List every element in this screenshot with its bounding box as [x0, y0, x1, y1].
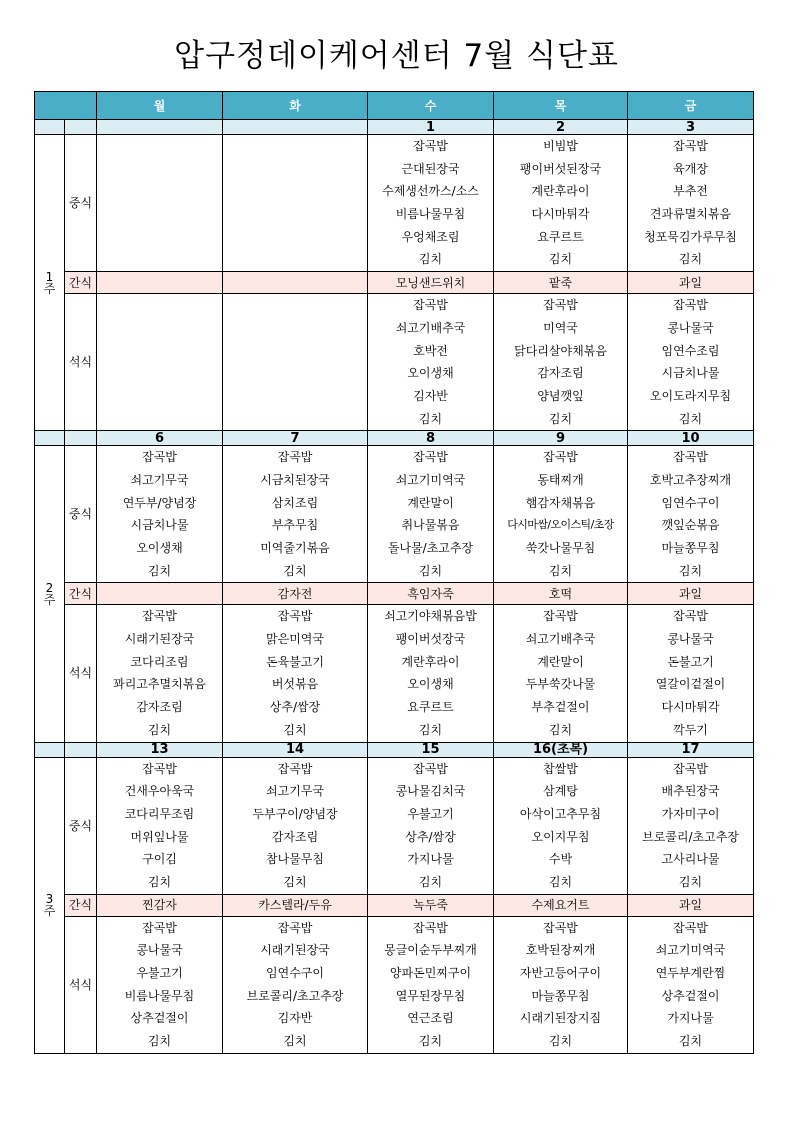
menu-item: 쇠고기미역국 — [395, 472, 466, 487]
week-label: 1 주 — [35, 135, 65, 431]
menu-item: 수박 — [548, 852, 573, 867]
meal-label-snack: 간식 — [65, 272, 97, 294]
date-cell: 17 — [628, 742, 754, 757]
date-cell: 15 — [368, 742, 494, 757]
menu-item: 요쿠르트 — [407, 700, 454, 715]
menu-item: 오이생채 — [407, 677, 454, 692]
lunch-row — [35, 135, 754, 272]
snack-row — [35, 272, 754, 294]
menu-item: 잡곡밥 — [413, 139, 448, 153]
dinner-cell — [628, 294, 754, 431]
date-row-spacer — [65, 431, 97, 446]
meal-label-snack: 간식 — [65, 894, 97, 916]
meal-label-lunch: 중식 — [65, 446, 97, 583]
menu-item: 코다리무조림 — [124, 806, 195, 821]
menu-item: 잡곡밥 — [543, 298, 578, 313]
date-cell: 16(초복) — [494, 742, 628, 757]
snack-cell — [97, 272, 223, 294]
menu-item: 깻잎순볶음 — [661, 518, 720, 533]
menu-item: 호박된장찌개 — [525, 943, 596, 958]
dinner-row — [35, 916, 754, 1053]
menu-item: 우불고기 — [136, 966, 183, 980]
lunch-cell — [494, 135, 628, 272]
lunch-cell — [223, 757, 368, 894]
menu-item: 콩나물김치국 — [395, 784, 466, 799]
menu-item: 다시마쌈/오이스틱/초장 — [507, 518, 614, 532]
menu-item: 김치 — [678, 1034, 703, 1049]
menu-item: 쇠고기무국 — [130, 472, 189, 487]
menu-item — [97, 180, 222, 203]
menu-item: 감자조림 — [271, 829, 319, 844]
menu-item: 김치 — [147, 874, 172, 889]
lunch-cell — [223, 446, 368, 583]
menu-item: 아삭이고추무침 — [519, 806, 602, 821]
dinner-cell — [628, 916, 754, 1053]
menu-item: 김치 — [418, 252, 443, 267]
date-cell: 6 — [97, 431, 223, 446]
menu-item: 계란후라이 — [401, 654, 460, 669]
menu-item: 부추전 — [673, 184, 708, 199]
menu-item: 수제생선까스/소스 — [382, 184, 479, 199]
lunch-row — [35, 446, 754, 583]
menu-item: 버섯볶음 — [271, 677, 319, 692]
menu-item — [223, 362, 367, 385]
lunch-cell — [97, 135, 223, 272]
lunch-cell — [97, 757, 223, 894]
menu-item: 오이도라지무침 — [649, 388, 732, 403]
menu-item: 김치 — [147, 563, 172, 578]
menu-item — [97, 340, 222, 363]
snack-cell: 카스텔라/두유 — [223, 894, 368, 916]
menu-item — [223, 180, 367, 203]
lunch-row — [35, 757, 754, 894]
date-row — [35, 120, 754, 135]
menu-item: 육개장 — [673, 161, 708, 176]
meal-label-dinner: 석식 — [65, 294, 97, 431]
menu-item: 김자반 — [277, 1011, 313, 1026]
menu-item: 잡곡밥 — [673, 139, 708, 153]
menu-item: 오이생채 — [136, 541, 183, 555]
snack-cell — [97, 583, 223, 605]
menu-item: 미역줄기볶음 — [260, 541, 330, 555]
menu-item: 잡곡밥 — [277, 920, 313, 935]
menu-item: 잡곡밥 — [142, 920, 177, 935]
menu-item — [97, 317, 222, 340]
menu-item: 오이생채 — [407, 366, 454, 381]
menu-item: 잡곡밥 — [277, 761, 313, 776]
menu-item: 취나물볶음 — [401, 518, 460, 533]
menu-item: 잡곡밥 — [543, 609, 578, 624]
snack-cell: 수제요거트 — [494, 894, 628, 916]
day-header: 금 — [628, 92, 754, 120]
menu-item — [223, 135, 367, 158]
dinner-cell — [223, 294, 368, 431]
menu-item: 구이김 — [142, 852, 177, 867]
date-cell: 9 — [494, 431, 628, 446]
dinner-cell — [494, 605, 628, 742]
menu-item: 김치 — [147, 1034, 172, 1049]
menu-item: 팽이버섯장국 — [395, 632, 466, 647]
menu-item: 건새우아욱국 — [124, 784, 195, 799]
menu-item: 시래기된장지짐 — [519, 1011, 602, 1026]
menu-item — [223, 340, 367, 363]
menu-item: 우엉채조림 — [401, 229, 460, 244]
date-row — [35, 431, 754, 446]
date-row-spacer — [65, 742, 97, 757]
menu-item — [97, 135, 222, 158]
date-cell: 7 — [223, 431, 368, 446]
snack-cell: 흑임자죽 — [368, 583, 494, 605]
menu-item: 비름나물무침 — [395, 207, 466, 222]
date-cell: 1 — [368, 120, 494, 135]
menu-item: 양파돈민찌구이 — [389, 966, 472, 980]
menu-item — [223, 203, 367, 226]
menu-item: 잡곡밥 — [413, 298, 448, 313]
menu-item: 청포묵김가루무침 — [644, 229, 737, 244]
menu-item — [223, 294, 367, 317]
menu-item: 마늘쫑무침 — [531, 988, 590, 1003]
menu-item: 김치 — [283, 1034, 307, 1049]
menu-item: 임연수구이 — [661, 495, 720, 510]
lunch-cell — [628, 446, 754, 583]
menu-item: 잡곡밥 — [277, 609, 313, 624]
menu-item: 다시마튀각 — [531, 207, 590, 222]
week-label: 3 주 — [35, 757, 65, 1053]
snack-cell: 호떡 — [494, 583, 628, 605]
menu-item: 잡곡밥 — [142, 450, 177, 465]
menu-item: 김치 — [418, 411, 443, 426]
menu-item: 쑥갓나물무침 — [525, 541, 596, 555]
menu-item: 임연수조림 — [661, 343, 720, 358]
menu-item: 잡곡밥 — [673, 450, 708, 465]
menu-item: 잡곡밥 — [673, 761, 708, 776]
menu-item: 브로콜리/초고추장 — [642, 829, 739, 844]
meal-label-dinner: 석식 — [65, 916, 97, 1053]
menu-item: 계란말이 — [537, 654, 584, 669]
menu-item: 계란후라이 — [531, 184, 590, 199]
menu-item: 깍두기 — [673, 722, 708, 737]
menu-item: 부추겉절이 — [531, 700, 590, 715]
menu-item: 김치 — [418, 722, 443, 737]
menu-item: 시래기된장국 — [260, 943, 330, 958]
menu-item: 김치 — [678, 874, 703, 889]
lunch-cell — [368, 135, 494, 272]
menu-item: 잡곡밥 — [413, 450, 448, 465]
snack-cell: 과일 — [628, 894, 754, 916]
menu-item: 브로콜리/초고추장 — [246, 988, 344, 1003]
menu-item: 상추/쌈장 — [405, 829, 456, 844]
menu-item: 콩나물국 — [667, 320, 714, 335]
menu-item: 자반고등어구이 — [519, 966, 602, 980]
day-header: 월 — [97, 92, 223, 120]
menu-item: 찹쌀밥 — [543, 761, 578, 776]
page-title: 압구정데이케어센터 7월 식단표 — [174, 38, 619, 74]
menu-item: 근대된장국 — [401, 161, 460, 176]
menu-item: 부추무침 — [271, 518, 319, 533]
menu-item — [223, 248, 367, 271]
menu-item: 콩나물국 — [136, 943, 183, 958]
menu-item: 감자조림 — [136, 700, 183, 715]
date-cell: 10 — [628, 431, 754, 446]
menu-item: 코다리조림 — [130, 654, 189, 669]
meal-label-lunch: 중식 — [65, 135, 97, 272]
menu-item: 열무된장무침 — [395, 988, 466, 1003]
lunch-cell — [494, 757, 628, 894]
date-cell — [97, 120, 223, 135]
menu-item — [223, 317, 367, 340]
lunch-cell — [628, 757, 754, 894]
menu-item: 닭다리살야채볶음 — [514, 343, 607, 358]
meal-label-snack: 간식 — [65, 583, 97, 605]
menu-item: 꽈리고추멸치볶음 — [113, 677, 206, 692]
dinner-cell — [368, 605, 494, 742]
date-row — [35, 742, 754, 757]
menu-item: 견과류멸치볶음 — [649, 207, 732, 222]
menu-item: 참나물무침 — [266, 852, 324, 867]
menu-item: 임연수구이 — [266, 966, 324, 980]
menu-item: 맑은미역국 — [266, 632, 324, 647]
date-cell: 2 — [494, 120, 628, 135]
meal-label-dinner: 석식 — [65, 605, 97, 742]
meal-label-lunch: 중식 — [65, 757, 97, 894]
menu-item: 잡곡밥 — [543, 920, 578, 935]
snack-cell: 감자전 — [223, 583, 368, 605]
menu-item: 콩나물국 — [667, 632, 714, 647]
menu-item: 우불고기 — [407, 806, 454, 821]
menu-item — [223, 158, 367, 181]
menu-item: 김치 — [678, 252, 703, 267]
snack-cell: 녹두죽 — [368, 894, 494, 916]
dinner-row — [35, 294, 754, 431]
day-header: 화 — [223, 92, 368, 120]
date-cell: 8 — [368, 431, 494, 446]
dinner-cell — [628, 605, 754, 742]
menu-item — [97, 226, 222, 249]
menu-item: 잡곡밥 — [673, 609, 708, 624]
header-corner — [35, 92, 97, 120]
week-label: 2 주 — [35, 446, 65, 742]
menu-item — [97, 203, 222, 226]
lunch-cell — [97, 446, 223, 583]
menu-item: 비름나물무침 — [124, 988, 195, 1003]
lunch-cell — [368, 757, 494, 894]
menu-item: 김치 — [548, 252, 573, 267]
menu-item: 김치 — [548, 1034, 573, 1049]
menu-item: 오이지무침 — [531, 829, 590, 844]
menu-item: 몽글이순두부찌개 — [384, 943, 477, 958]
dinner-cell — [97, 605, 223, 742]
menu-item: 잡곡밥 — [543, 450, 578, 465]
menu-item: 쇠고기배추국 — [525, 632, 596, 647]
menu-item: 김자반 — [413, 388, 448, 403]
date-cell: 3 — [628, 120, 754, 135]
menu-item — [97, 158, 222, 181]
menu-item: 돈육불고기 — [266, 654, 324, 669]
menu-item: 호박고추장찌개 — [649, 472, 732, 487]
dinner-row — [35, 605, 754, 742]
lunch-cell — [223, 135, 368, 272]
date-row-spacer — [35, 431, 65, 446]
lunch-cell — [628, 135, 754, 272]
menu-item: 마늘쫑무침 — [661, 541, 720, 555]
menu-item: 삼치조림 — [271, 495, 319, 510]
menu-item: 시금치된장국 — [260, 472, 330, 487]
menu-item: 연근조림 — [407, 1011, 454, 1026]
menu-item: 두부구이/양념장 — [252, 806, 338, 821]
snack-row — [35, 583, 754, 605]
dinner-cell — [97, 294, 223, 431]
menu-item: 잡곡밥 — [413, 920, 448, 935]
dinner-cell — [97, 916, 223, 1053]
menu-item: 다시마튀각 — [661, 700, 720, 715]
menu-item: 김치 — [678, 563, 703, 578]
menu-item: 상추/쌈장 — [269, 700, 321, 715]
menu-item — [97, 385, 222, 408]
menu-item: 시금치나물 — [661, 366, 720, 381]
menu-item: 잡곡밥 — [142, 761, 177, 776]
lunch-cell — [368, 446, 494, 583]
menu-item: 연두부계란찜 — [655, 966, 726, 980]
menu-item: 계란말이 — [407, 495, 454, 510]
menu-item: 햄감자채볶음 — [525, 495, 596, 510]
menu-item: 양념깻잎 — [537, 388, 584, 403]
menu-item — [97, 362, 222, 385]
menu-item: 김치 — [283, 722, 307, 737]
dinner-cell — [368, 916, 494, 1053]
snack-row — [35, 894, 754, 916]
menu-item: 두부쑥갓나물 — [525, 677, 596, 692]
menu-item: 잡곡밥 — [673, 298, 708, 313]
menu-item: 상추겉절이 — [130, 1011, 189, 1026]
menu-item: 머위잎나물 — [130, 829, 189, 844]
menu-item: 돌나물/초고추장 — [387, 541, 474, 555]
menu-item: 김치 — [147, 722, 172, 737]
menu-item: 잡곡밥 — [673, 920, 708, 935]
menu-item: 김치 — [548, 722, 573, 737]
menu-item: 삼계탕 — [543, 784, 578, 799]
date-cell — [223, 120, 368, 135]
dinner-cell — [223, 916, 368, 1053]
menu-item: 요쿠르트 — [537, 229, 584, 244]
menu-item: 김치 — [418, 1034, 443, 1049]
snack-cell: 과일 — [628, 272, 754, 294]
day-header: 목 — [494, 92, 628, 120]
snack-cell: 찐감자 — [97, 894, 223, 916]
menu-item — [97, 248, 222, 271]
menu-item: 김치 — [548, 563, 573, 578]
menu-item: 김치 — [283, 563, 307, 578]
snack-cell — [223, 272, 368, 294]
menu-item: 팽이버섯된장국 — [519, 161, 602, 176]
lunch-cell — [494, 446, 628, 583]
menu-item: 쇠고기무국 — [266, 784, 324, 799]
menu-item — [97, 408, 222, 431]
menu-item: 김치 — [283, 874, 307, 889]
menu-item: 열갈이겉절이 — [655, 677, 726, 692]
menu-item: 김치 — [548, 411, 573, 426]
menu-item: 김치 — [548, 874, 573, 889]
snack-cell: 과일 — [628, 583, 754, 605]
dinner-cell — [368, 294, 494, 431]
menu-item: 김치 — [418, 563, 443, 578]
menu-table — [34, 91, 754, 1054]
menu-item: 쇠고기미역국 — [655, 943, 726, 958]
menu-item: 동태찌개 — [537, 472, 584, 487]
menu-item: 미역국 — [543, 320, 578, 335]
menu-item — [223, 226, 367, 249]
dinner-cell — [494, 916, 628, 1053]
menu-item: 배추된장국 — [661, 784, 720, 799]
snack-cell: 모닝샌드위치 — [368, 272, 494, 294]
date-cell: 13 — [97, 742, 223, 757]
dinner-cell — [223, 605, 368, 742]
menu-item — [223, 408, 367, 431]
menu-item — [223, 385, 367, 408]
menu-item: 가지나물 — [667, 1011, 714, 1026]
date-row-spacer — [65, 120, 97, 135]
menu-item: 쇠고기배추국 — [395, 320, 466, 335]
menu-item: 잡곡밥 — [277, 450, 313, 465]
menu-item: 가지나물 — [407, 852, 454, 867]
menu-item: 시금치나물 — [130, 518, 189, 533]
menu-item: 잡곡밥 — [413, 761, 448, 776]
menu-item — [97, 294, 222, 317]
menu-item: 상추겉절이 — [661, 988, 720, 1003]
menu-item: 호박전 — [413, 343, 448, 358]
day-header-row — [35, 92, 754, 120]
menu-item: 김치 — [418, 874, 443, 889]
snack-cell: 팥죽 — [494, 272, 628, 294]
date-row-spacer — [35, 742, 65, 757]
menu-item: 쇠고기야채볶음밥 — [384, 609, 477, 624]
date-row-spacer — [35, 120, 65, 135]
date-cell: 14 — [223, 742, 368, 757]
menu-item: 잡곡밥 — [142, 609, 177, 624]
menu-item: 비빔밥 — [543, 139, 578, 153]
menu-item: 돈불고기 — [667, 654, 714, 669]
menu-item: 김치 — [678, 411, 703, 426]
menu-item: 연두부/양념장 — [122, 495, 197, 510]
menu-item: 가자미구이 — [661, 806, 720, 821]
menu-item: 고사리나물 — [661, 852, 720, 867]
menu-item: 감자조림 — [537, 366, 584, 381]
day-header: 수 — [368, 92, 494, 120]
menu-item: 시래기된장국 — [124, 632, 195, 647]
dinner-cell — [494, 294, 628, 431]
